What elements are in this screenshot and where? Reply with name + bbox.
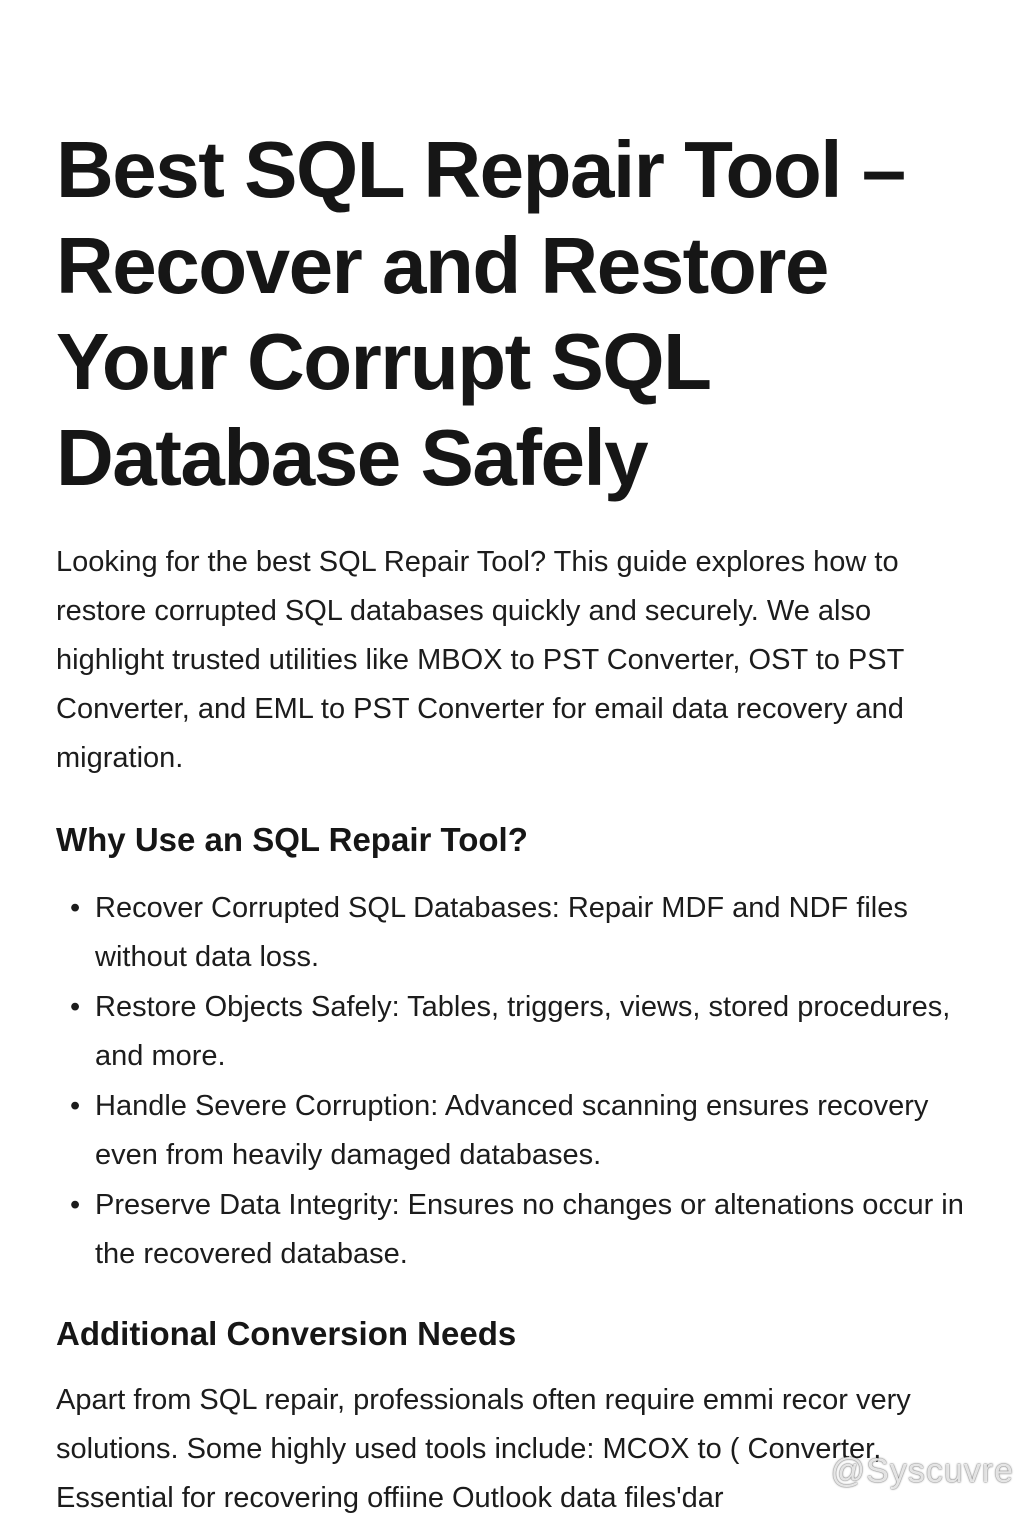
- bullet-marker: •: [70, 892, 81, 924]
- bullet-marker: •: [70, 991, 81, 1023]
- section-heading-why-use: Why Use an SQL Repair Tool?: [56, 821, 528, 858]
- bullet-marker: •: [70, 1189, 81, 1221]
- list-item-text: Preserve Data Integrity: Ensures no changes or altenations occur in the recovered database.: [95, 1189, 964, 1270]
- list-item: [56, 983, 986, 1081]
- watermark: @Syscuvre: [830, 1452, 1014, 1490]
- outro-paragraph: Apart from SQL repair, professionals often require emmi recor very solutions. Some highly used tools include: MCOX to ( Converter, Essential for recovering offiine Outlook data files'dar: [56, 1384, 911, 1514]
- benefits-list: [56, 884, 986, 1280]
- bullet-marker: •: [70, 1090, 81, 1122]
- list-item: [56, 1082, 986, 1180]
- list-item: [56, 1181, 986, 1279]
- list-item: [56, 884, 986, 982]
- list-item-text: Restore Objects Safely: Tables, triggers, views, stored procedures, and more.: [95, 991, 951, 1072]
- list-item-text: Handle Severe Corruption: Advanced scanning ensures recovery even from heavily damaged databases.: [95, 1090, 929, 1171]
- intro-paragraph: Looking for the best SQL Repair Tool? This guide explores how to restore corrupted SQL databases quickly and securely. We also highlight trusted utilities like MBOX to PST Converter, OST to PST Converter, and EML to PST Converter for email data recovery and migration.: [56, 546, 904, 774]
- list-item-text: Recover Corrupted SQL Databases: Repair MDF and NDF files without data loss.: [95, 892, 908, 973]
- page-title: Best SQL Repair Tool – Recover and Restore Your Corrupt SQL Database Safely: [56, 125, 905, 502]
- section-heading-additional-conversion: Additional Conversion Needs: [56, 1315, 517, 1352]
